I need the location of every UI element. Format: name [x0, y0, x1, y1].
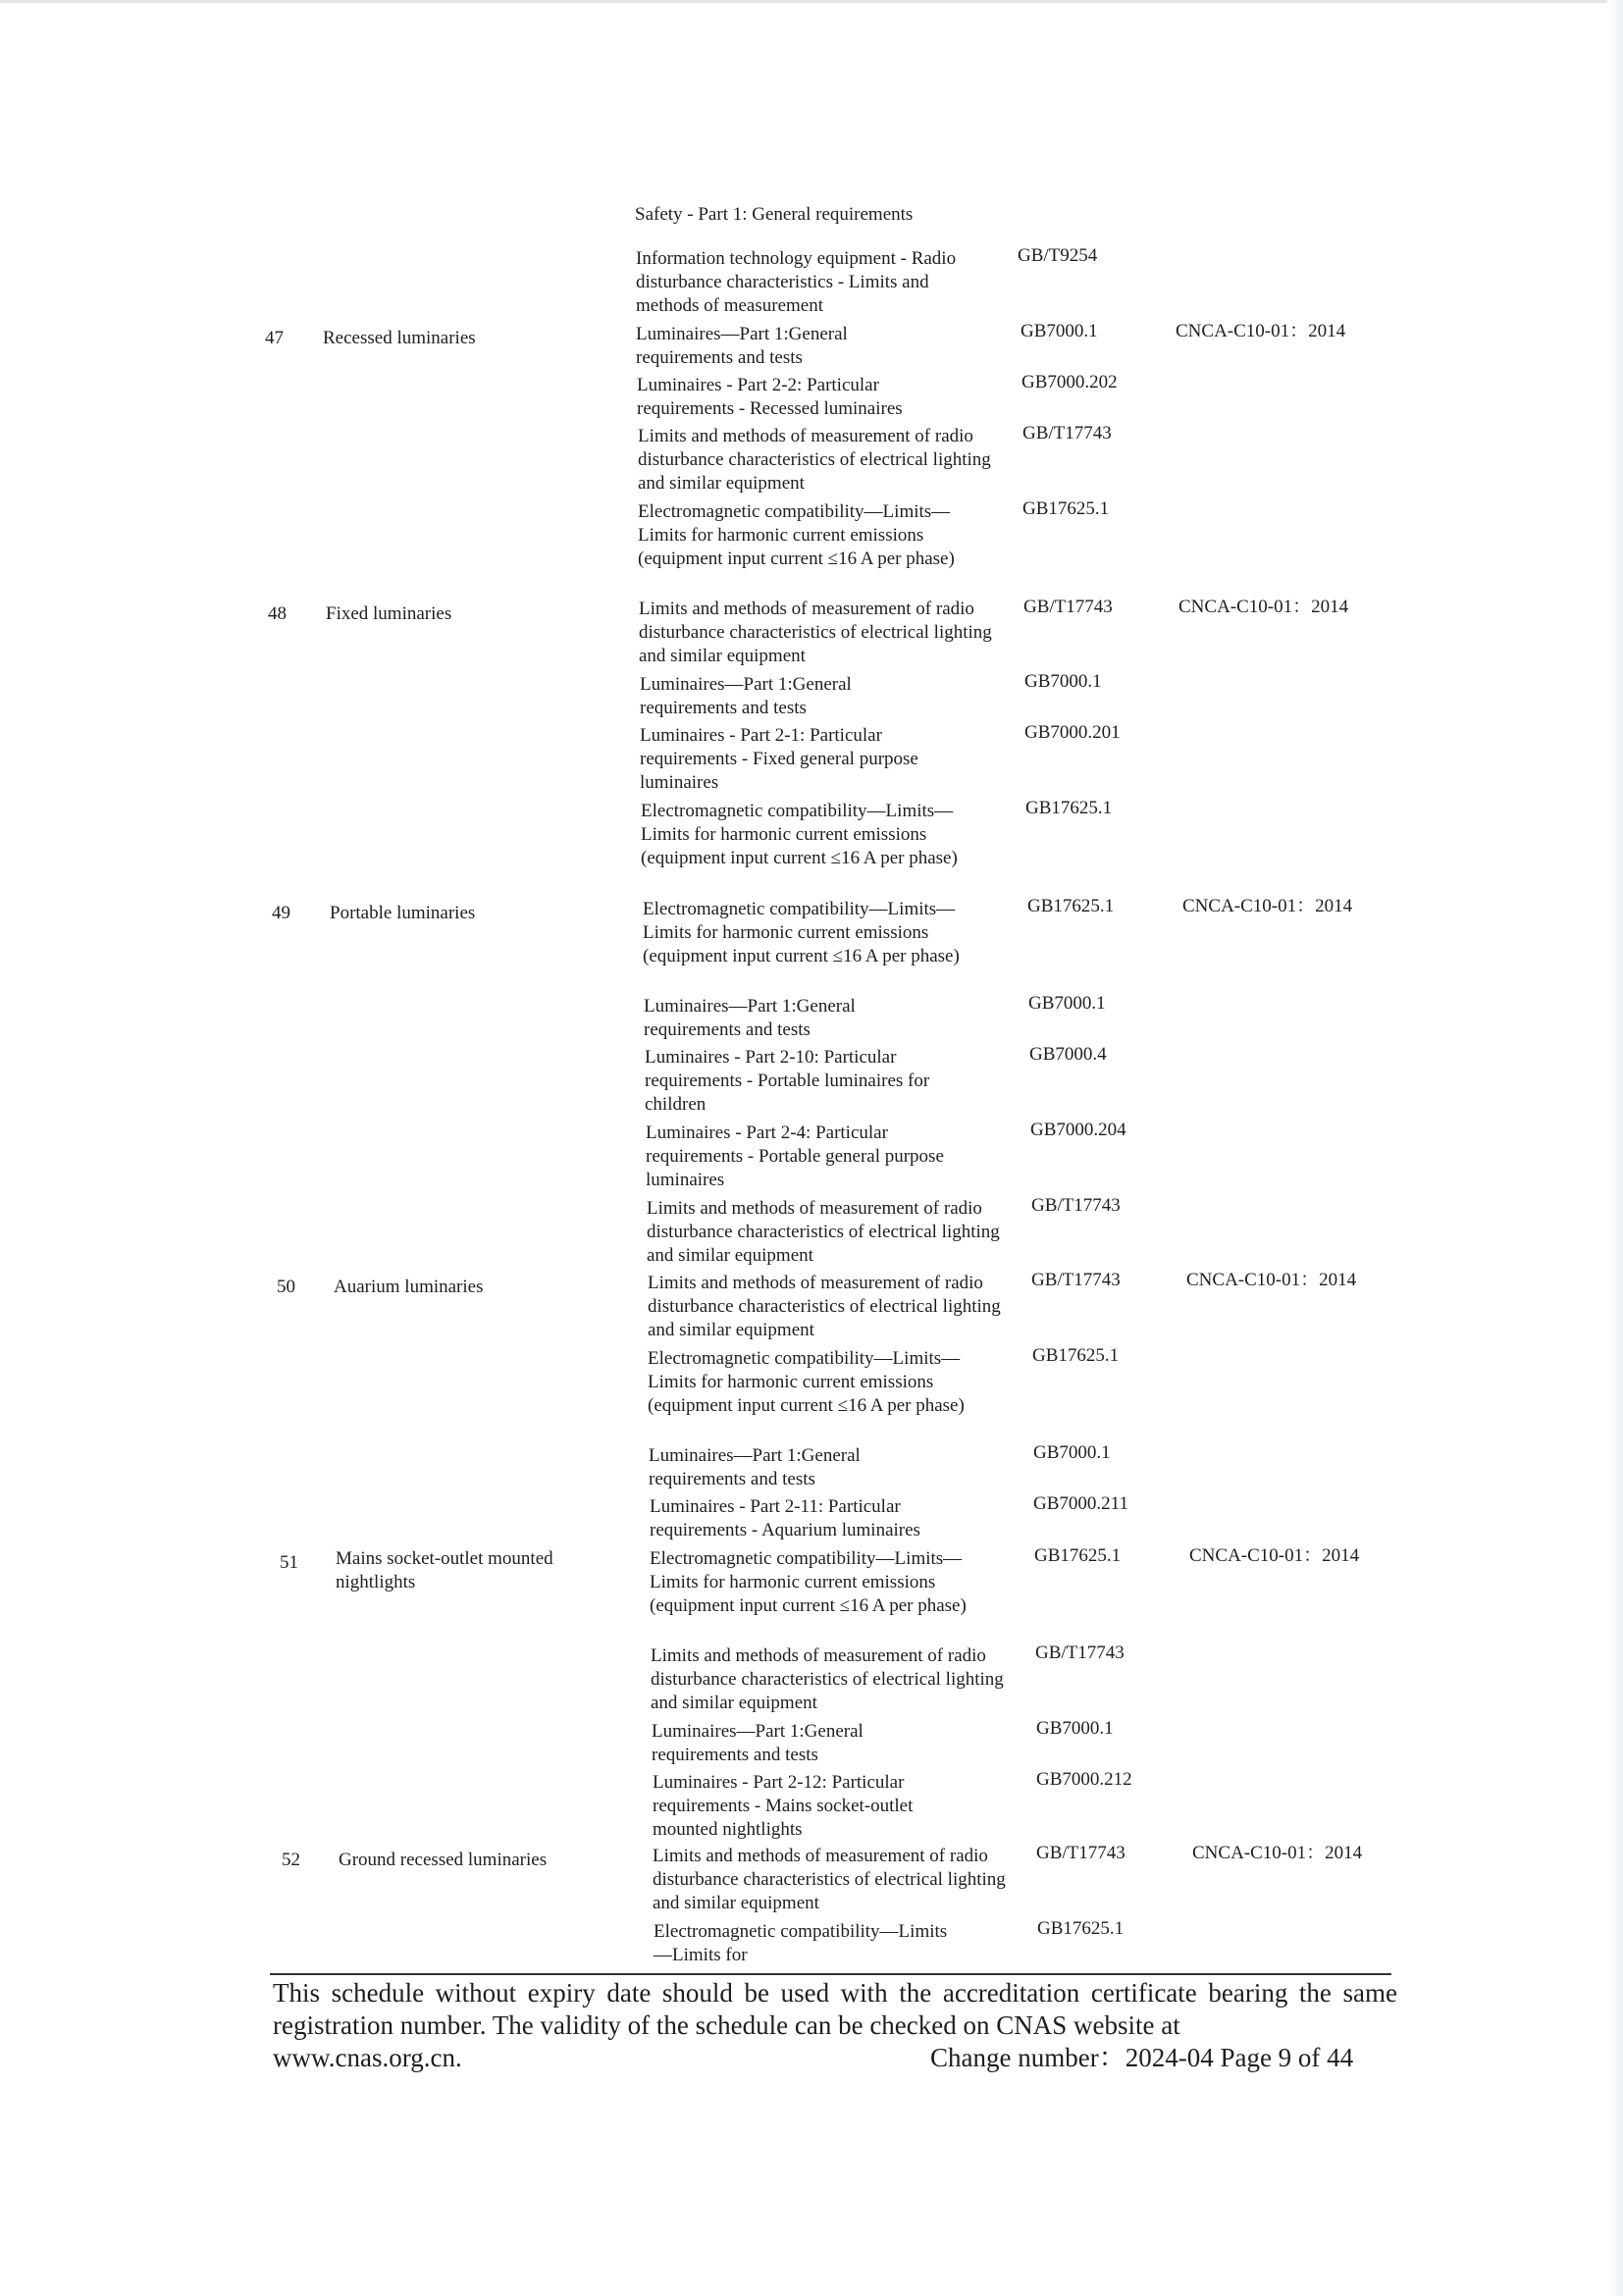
standard-title: Information technology equipment - Radio disturbance characteristics - Limits and methods of measurement — [636, 248, 957, 316]
standard-title: Limits and methods of measurement of radio disturbance characteristics of electrical lighting and similar equipment — [651, 1645, 1004, 1713]
row-number: 49 — [272, 903, 290, 923]
standard-title: Luminaires - Part 2-11: Particular requirements - Aquarium luminaires — [650, 1496, 920, 1540]
standard-code: GB7000.1 — [1024, 671, 1102, 692]
standard-code: GB7000.204 — [1030, 1120, 1126, 1140]
implementation-rule: CNCA-C10-01：2014 — [1192, 1843, 1363, 1863]
standard-code: GB7000.1 — [1021, 321, 1098, 341]
page-number: Page 9 of 44 — [1220, 2043, 1354, 2072]
standard-code: GB7000.211 — [1033, 1493, 1128, 1514]
standard-title: Luminaires—Part 1:General requirements and tests — [640, 674, 852, 718]
standard-code: GB17625.1 — [1022, 498, 1110, 519]
standard-title: Limits and methods of measurement of radio disturbance characteristics of electrical lighting and similar equipment — [647, 1198, 1000, 1266]
product-name: Mains socket-outlet mounted nightlights — [336, 1548, 553, 1592]
standard-code: GB/T17743 — [1022, 423, 1112, 444]
standard-title: Electromagnetic compatibility—Limits—Limits for — [654, 1921, 948, 1965]
standard-code: GB7000.202 — [1021, 372, 1118, 392]
standard-title: Luminaires—Part 1:General requirements and tests — [636, 324, 848, 368]
standard-code: GB17625.1 — [1032, 1345, 1120, 1366]
row-number: 51 — [280, 1552, 298, 1573]
standard-title: Limits and methods of measurement of radio disturbance characteristics of electrical lighting and similar equipment — [648, 1273, 1001, 1340]
row-number: 52 — [282, 1850, 300, 1870]
standard-title: Electromagnetic compatibility—Limits—Limits for harmonic current emissions (equipment input current ≤16 A per phase) — [648, 1348, 965, 1416]
standard-code: GB17625.1 — [1034, 1545, 1122, 1566]
standard-title: Limits and methods of measurement of radio disturbance characteristics of electrical lighting and similar equipment — [638, 426, 991, 494]
standard-code: GB/T17743 — [1023, 597, 1113, 617]
footer-change-info — [930, 2042, 1353, 2074]
product-name: Auarium luminaries — [334, 1277, 484, 1297]
product-name: Recessed luminaries — [323, 328, 476, 348]
standard-title: Luminaires—Part 1:General requirements and tests — [652, 1721, 864, 1765]
standard-code: GB/T17743 — [1031, 1270, 1121, 1290]
standard-code: GB17625.1 — [1027, 896, 1115, 916]
standard-code: GB7000.1 — [1028, 993, 1106, 1014]
change-number-value: 2024-04 — [1125, 2043, 1214, 2072]
standard-title: Luminaires - Part 2-4: Particular requirements - Portable general purpose luminaires — [646, 1122, 944, 1190]
standard-title: Luminaires - Part 2-1: Particular requirements - Fixed general purpose luminaires — [640, 725, 918, 793]
standard-title: Electromagnetic compatibility—Limits—Limits for harmonic current emissions (equipment input current ≤16 A per phase) — [641, 801, 958, 868]
standard-title: Electromagnetic compatibility—Limits—Limits for harmonic current emissions (equipment input current ≤16 A per phase) — [643, 899, 960, 966]
standard-code: GB/T17743 — [1036, 1843, 1126, 1863]
product-name: Fixed luminaries — [326, 603, 452, 624]
product-name: Portable luminaries — [330, 903, 476, 923]
standard-title: Limits and methods of measurement of radio disturbance characteristics of electrical lighting and similar equipment — [653, 1846, 1006, 1913]
standard-title: Luminaires—Part 1:General requirements and tests — [644, 996, 856, 1040]
footer-website: www.cnas.org.cn. — [273, 2043, 462, 2072]
standard-title: Luminaires - Part 2-10: Particular requirements - Portable luminaires for children — [645, 1047, 930, 1115]
standard-code: GB17625.1 — [1037, 1918, 1125, 1939]
standard-code: GB7000.1 — [1036, 1718, 1114, 1739]
implementation-rule: CNCA-C10-01：2014 — [1186, 1270, 1357, 1290]
footer-notice: This schedule without expiry date should be used with the accreditation certificate bearing the same registration number. The validity of the schedule can be checked on CNAS website at — [273, 1978, 1397, 2040]
standard-title: Luminaires - Part 2-12: Particular requirements - Mains socket-outlet mounted nightlights — [653, 1772, 914, 1840]
row-number: 47 — [265, 328, 284, 348]
implementation-rule: CNCA-C10-01：2014 — [1178, 597, 1349, 617]
standard-code: GB17625.1 — [1025, 798, 1113, 818]
standard-code: GB/T17743 — [1035, 1643, 1125, 1663]
standard-code: GB/T9254 — [1018, 245, 1098, 266]
standard-title: Safety - Part 1: General requirements — [635, 204, 914, 225]
standard-code: GB7000.212 — [1036, 1769, 1132, 1790]
standard-code: GB7000.1 — [1033, 1442, 1111, 1463]
product-name: Ground recessed luminaries — [339, 1850, 548, 1870]
standard-code: GB7000.201 — [1024, 722, 1121, 743]
standard-title: Limits and methods of measurement of radio disturbance characteristics of electrical lighting and similar equipment — [639, 599, 992, 666]
standard-code: GB7000.4 — [1029, 1044, 1107, 1065]
standard-title: Electromagnetic compatibility—Limits—Limits for harmonic current emissions (equipment input current ≤16 A per phase) — [650, 1548, 967, 1616]
standard-title: Luminaires - Part 2-2: Particular requirements - Recessed luminaires — [637, 375, 903, 419]
implementation-rule: CNCA-C10-01：2014 — [1182, 896, 1353, 916]
standard-code: GB/T17743 — [1031, 1195, 1121, 1216]
implementation-rule: CNCA-C10-01：2014 — [1189, 1545, 1360, 1566]
standard-title: Luminaires—Part 1:General requirements and tests — [649, 1445, 861, 1489]
footer-rule — [270, 1973, 1391, 1975]
implementation-rule: CNCA-C10-01：2014 — [1176, 321, 1346, 341]
change-number-label: Change number： — [930, 2043, 1126, 2072]
standard-title: Electromagnetic compatibility—Limits—Limits for harmonic current emissions (equipment input current ≤16 A per phase) — [638, 501, 955, 569]
row-number: 50 — [277, 1277, 295, 1297]
row-number: 48 — [268, 603, 287, 624]
